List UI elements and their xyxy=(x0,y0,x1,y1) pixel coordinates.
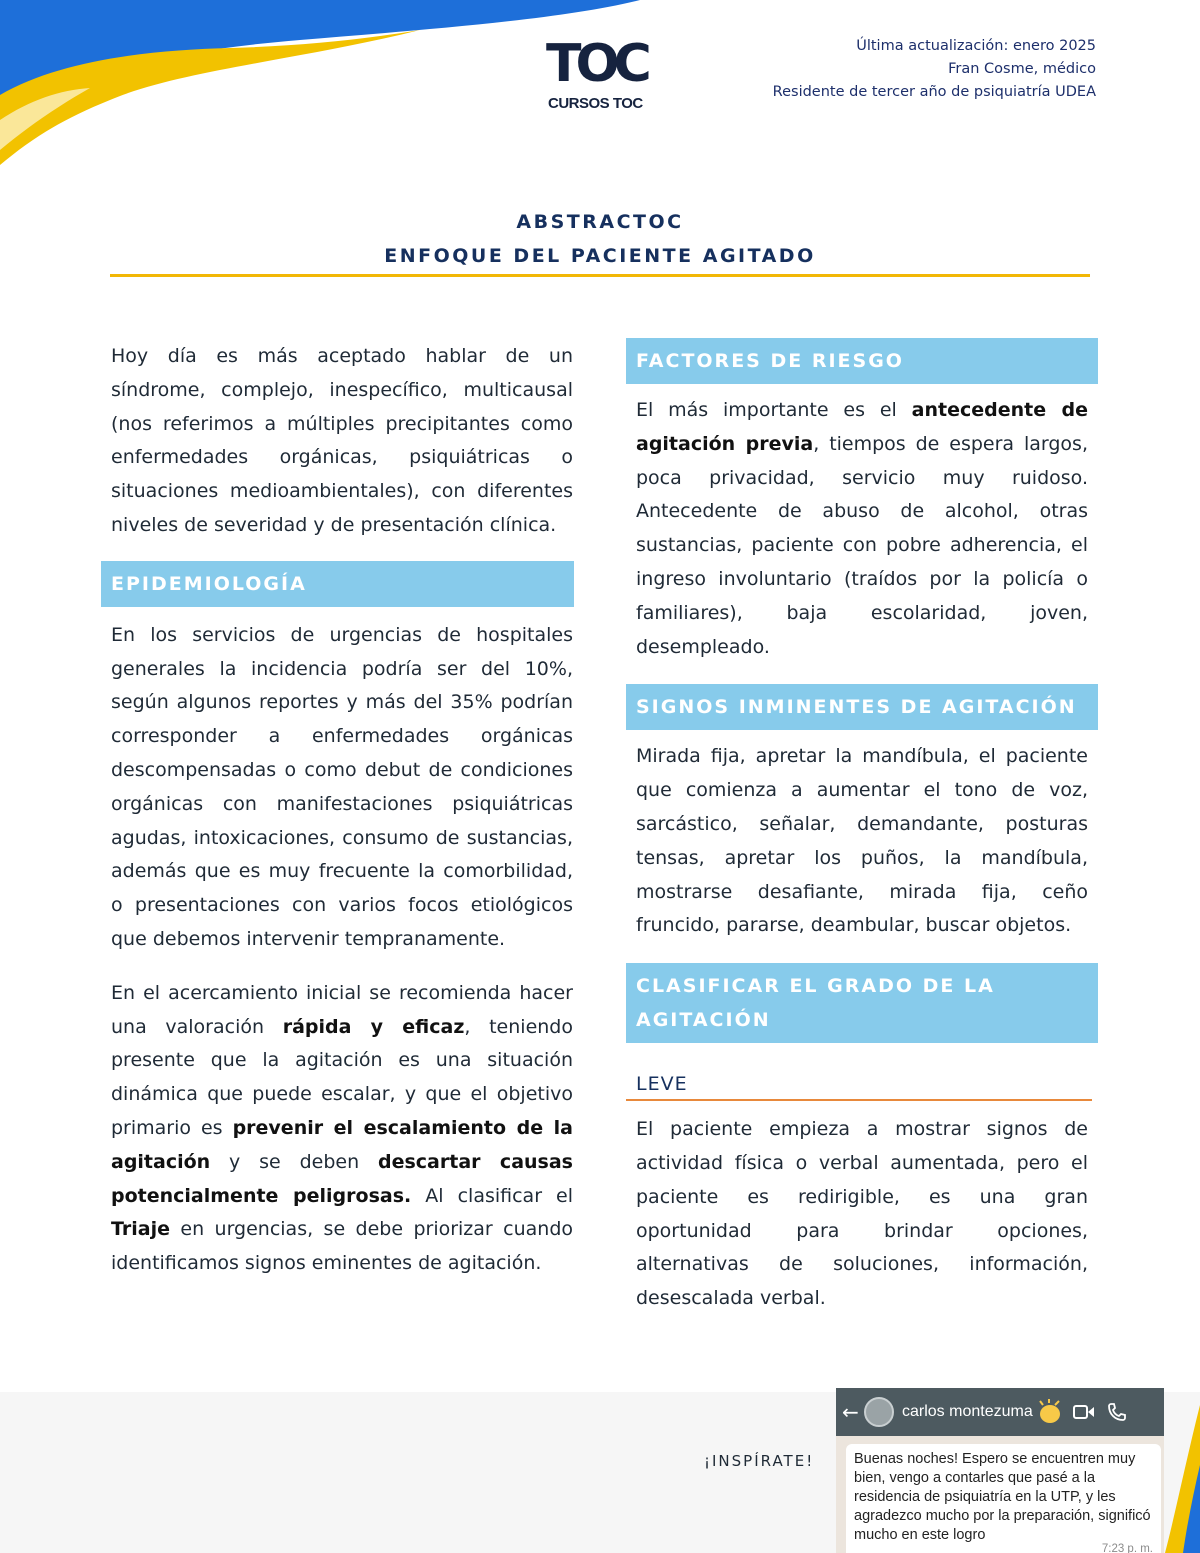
chat-testimonial xyxy=(836,1388,1164,1553)
p2-bold-descartar: descartar causas potencialmente peligrosas. xyxy=(111,1150,573,1207)
title-line-1: ABSTRACTOC xyxy=(516,211,684,233)
back-arrow-icon: ← xyxy=(842,1400,859,1424)
video-call-icon xyxy=(1073,1403,1095,1421)
chat-header xyxy=(836,1388,1164,1436)
p2-text-f: en urgencias, se debe priorizar cuando identificamos signos eminentes de agitación. xyxy=(111,1218,573,1275)
cursos-toc-logo xyxy=(546,34,658,116)
section-heading-factores: FACTORES DE RIESGO xyxy=(626,338,1098,384)
factores-paragraph xyxy=(626,394,1088,664)
logo-mark: TOC xyxy=(546,34,646,94)
clapping-hands-icon xyxy=(1035,1399,1065,1425)
document-meta xyxy=(773,35,1096,104)
factores-text-a: El más importante es el xyxy=(636,399,912,421)
signos-paragraph: Mirada fija, apretar la mandíbula, el paciente que comienza a aumentar el tono de voz, sarcástico, señalar, demandante, posturas tensas, apretar los puños, la mandíbula, mostrarse desafiante, mirada fija, ceño fruncido, pararse, deambular, buscar objetos. xyxy=(636,745,1088,937)
avatar xyxy=(864,1397,894,1427)
p2-bold-triaje: Triaje xyxy=(111,1218,170,1241)
factores-bold: antecedente de agitación previa xyxy=(636,399,1088,455)
logo-text: CURSOS TOC xyxy=(548,95,643,112)
p2-bold-prevenir: prevenir el escalamiento de la agitación xyxy=(111,1116,573,1173)
title-line-2: ENFOQUE DEL PACIENTE AGITADO xyxy=(384,245,816,267)
epidemiologia-paragraph-1: En los servicios de urgencias de hospitales generales la incidencia podría ser del 10%, según algunos reportes y más del 35% podrían corresponder a enfermedades orgánicas descompensadas o como debut de condiciones orgánicas con manifestaciones psiquiátricas agudas, intoxicaciones, consumo de sustancias, además que es muy frecuente la comorbilidad, o presentaciones con varios focos etiológicos que debemos intervenir tempranamente. xyxy=(111,623,573,950)
chat-contact-name: carlos montezuma xyxy=(902,1403,1033,1420)
section-heading-epidemiologia: EPIDEMIOLOGÍA xyxy=(101,561,574,607)
chat-message-bubble xyxy=(846,1444,1161,1553)
right-column xyxy=(626,338,1088,1316)
footer-wave-decoration xyxy=(1165,1405,1200,1553)
last-updated: Última actualización: enero 2025 xyxy=(856,38,1096,54)
author-role: Residente de tercer año de psiquiatría UDEA xyxy=(772,84,1096,100)
leve-paragraph: El paciente empieza a mostrar signos de actividad física o verbal aumentada, pero el paciente es redirigible, es una gran oportunidad para brindar opciones, alternativas de soluciones, información, desescalada verbal. xyxy=(636,1118,1088,1310)
author-name: Fran Cosme, médico xyxy=(948,61,1096,77)
p2-text-e: Al clasificar el xyxy=(411,1184,574,1207)
chat-message-text: Buenas noches! Espero se encuentren muy bien, vengo a contarles que pasé a la residencia de psiquiatría en la UTP, y les agradezco mucho por la preparación, significó mucho en este logro xyxy=(854,1451,1151,1543)
subheading-leve: LEVE xyxy=(626,1073,1092,1101)
phone-icon xyxy=(1107,1402,1127,1422)
document-title xyxy=(0,205,1200,273)
epidemiologia-paragraph-2 xyxy=(111,977,573,1281)
section-heading-clasificar: CLASIFICAR EL GRADO DE LA AGITACIÓN xyxy=(626,963,1098,1043)
factores-text-c: , tiempos de espera largos, poca privacidad, servicio muy ruidoso. Antecedente de abuso de alcohol, otras sustancias, paciente con pobre adherencia, el ingreso involuntario (traídos por la policía o familiares), baja escolaridad, joven, desempleado. xyxy=(636,432,1088,658)
left-column xyxy=(111,338,573,1281)
p2-bold-rapida: rápida y eficaz xyxy=(282,1015,465,1038)
p2-text-d: y se deben xyxy=(210,1150,378,1173)
intro-paragraph: Hoy día es más aceptado hablar de un síndrome, complejo, inespecífico, multicausal (nos referimos a múltiples precipitantes como enfermedades orgánicas, psiquiátricas o situaciones medioambientales), con diferentes niveles de severidad y de presentación clínica. xyxy=(111,345,573,536)
p2-text-a: En el acercamiento inicial se recomienda hacer una valoración xyxy=(111,981,573,1038)
inspira-tagline: ¡INSPÍRATE! xyxy=(704,1452,815,1470)
p2-text-c: , teniendo presente que la agitación es una situación dinámica que puede escalar, y que el objetivo primario es xyxy=(111,1015,573,1139)
chat-message-time: 7:23 p. m. xyxy=(1101,1543,1153,1553)
section-heading-signos: SIGNOS INMINENTES DE AGITACIÓN xyxy=(626,684,1098,730)
title-divider xyxy=(110,274,1090,277)
